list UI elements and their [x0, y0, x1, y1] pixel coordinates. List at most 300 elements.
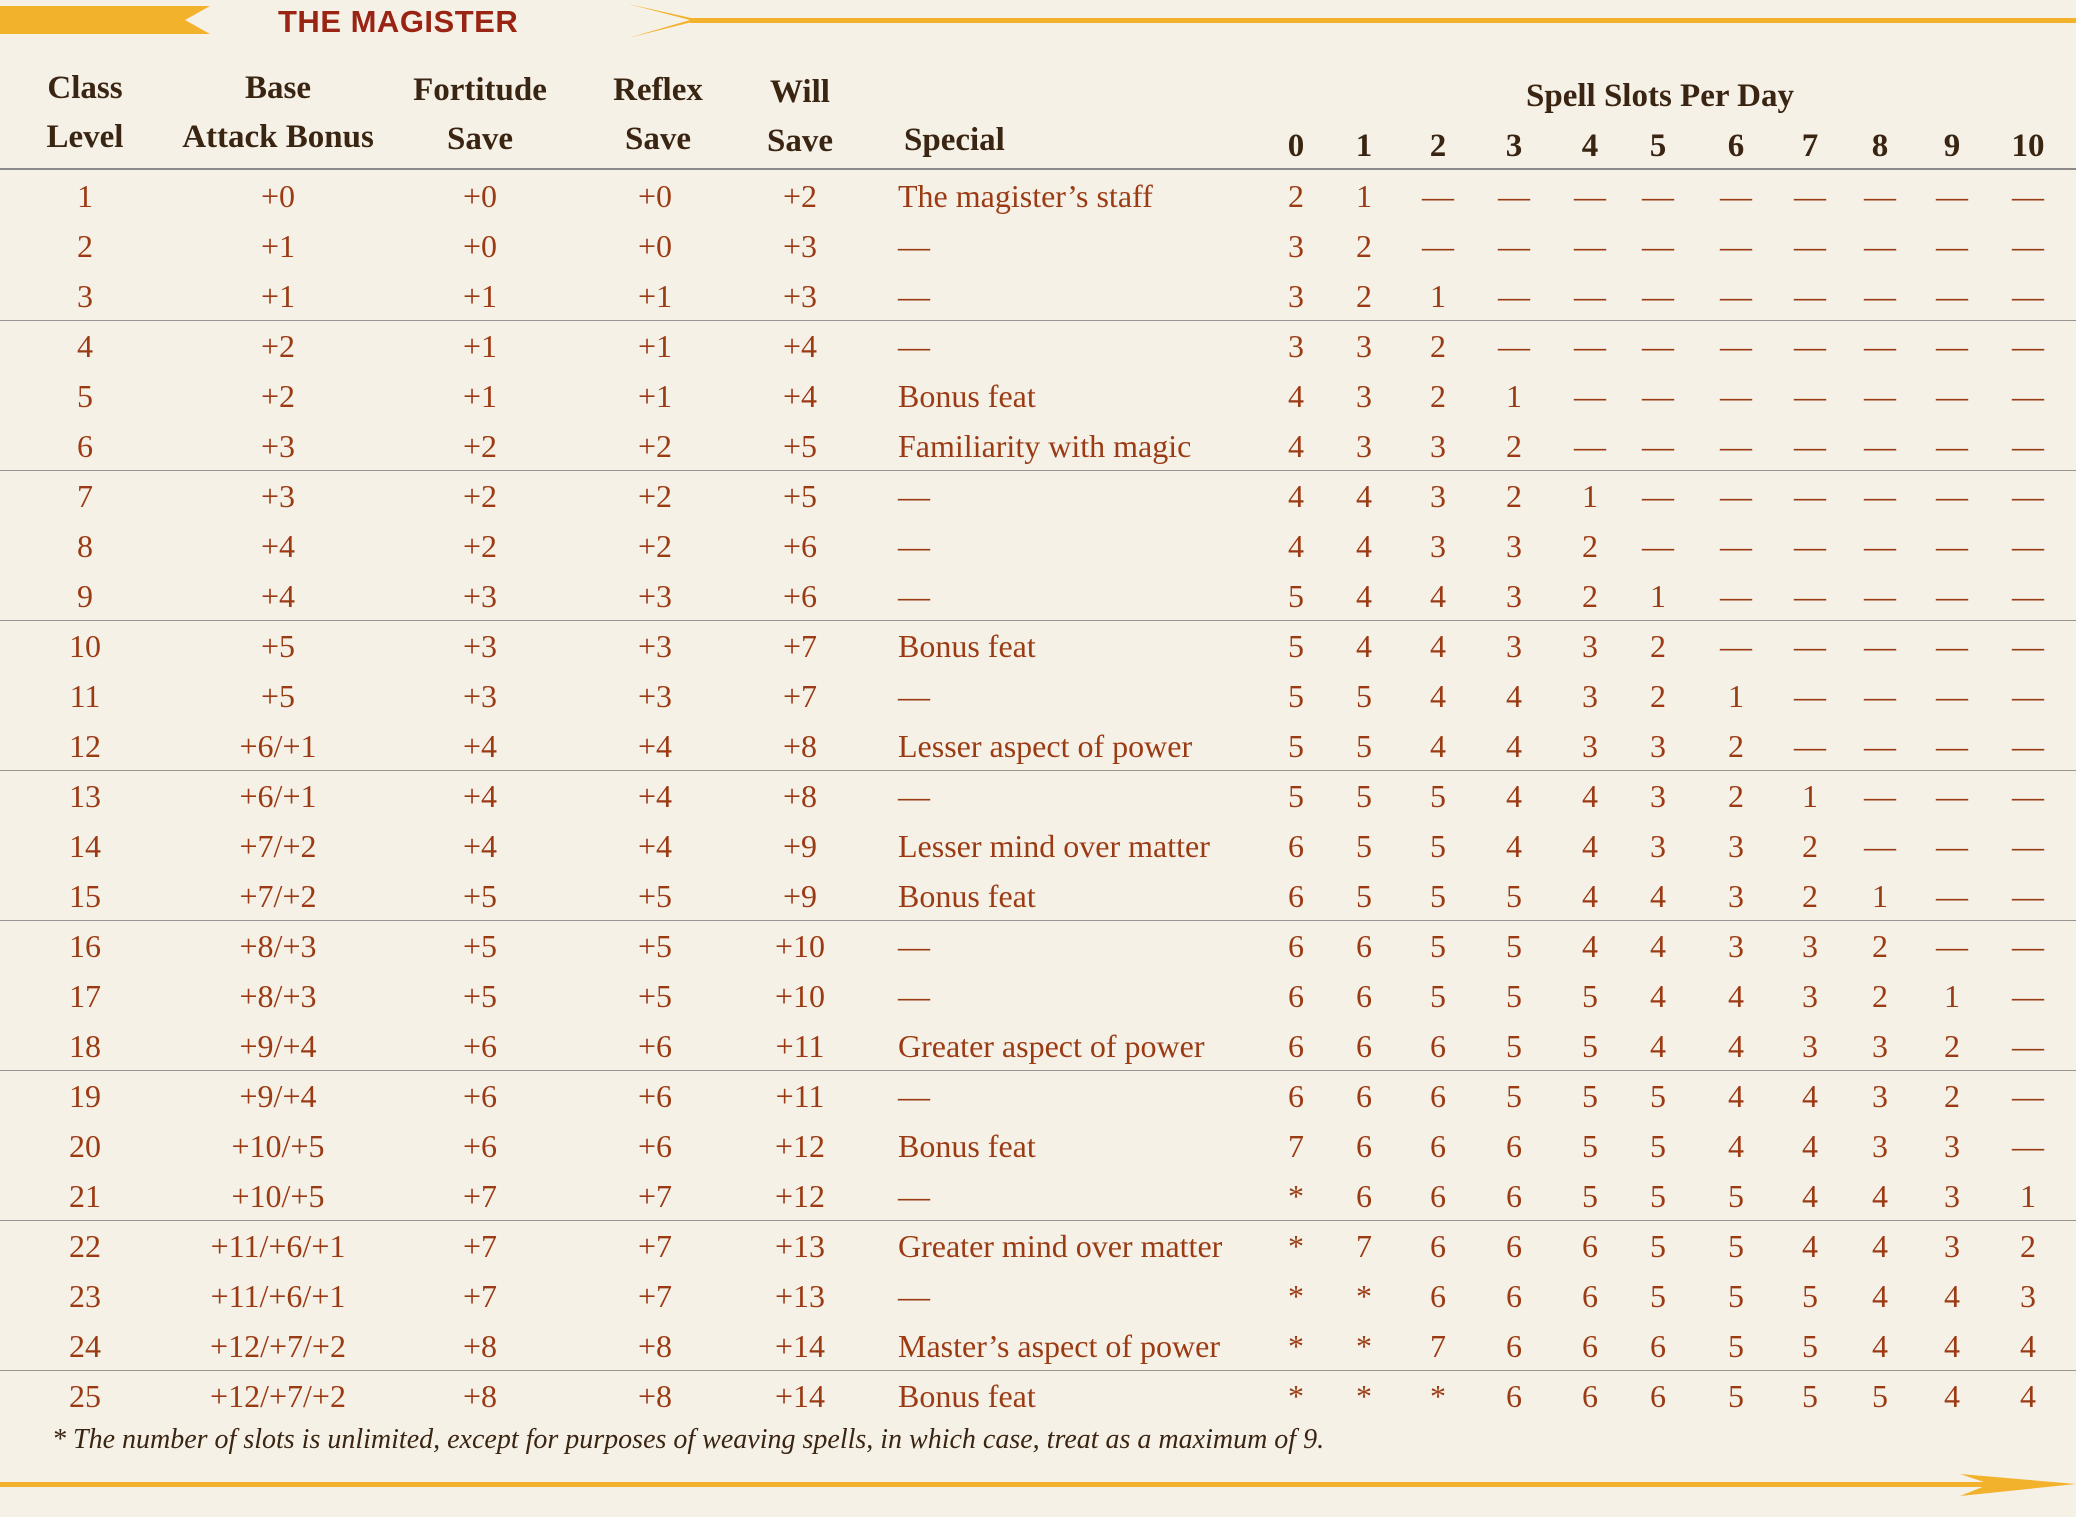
fortitude-cell: +3 [462, 678, 498, 714]
will-cell: +14 [774, 1328, 826, 1364]
fortitude-cell: +5 [462, 978, 498, 1014]
will-cell: +6 [782, 578, 818, 614]
spell-slot-cell: 6 [1582, 1328, 1598, 1364]
reflex-cell: +0 [637, 178, 673, 214]
will-cell: +3 [782, 228, 818, 264]
spell-slot-cell: 3 [1356, 378, 1372, 414]
special-cell: Bonus feat [898, 378, 1036, 414]
will-cell: +4 [782, 378, 818, 414]
class-level-cell: 17 [69, 978, 101, 1014]
spell-slot-cell: 4 [1356, 578, 1372, 614]
spell-slot-cell: 4 [1650, 928, 1666, 964]
spell-slot-cell: — [1574, 428, 1606, 464]
spell-slot-cell: — [2012, 978, 2044, 1014]
spell-slot-cell: 4 [1650, 978, 1666, 1014]
fortitude-cell: +0 [462, 228, 498, 264]
fortitude-cell: +2 [462, 428, 498, 464]
special-cell: — [898, 528, 930, 564]
spell-slot-cell: — [1936, 828, 1968, 864]
table-row [0, 1170, 2076, 1220]
spell-slot-cell: 3 [1944, 1178, 1960, 1214]
reflex-cell: +6 [637, 1078, 673, 1114]
fortitude-cell: +2 [462, 478, 498, 514]
spell-slot-cell: 4 [1506, 828, 1522, 864]
spell-slot-cell: 6 [1356, 1078, 1372, 1114]
spell-slot-cell: 3 [1802, 928, 1818, 964]
spell-slot-cell: 5 [1430, 978, 1446, 1014]
will-cell: +10 [774, 928, 826, 964]
spell-slot-cell: 6 [1430, 1178, 1446, 1214]
spell-slot-cell: 6 [1356, 928, 1372, 964]
spell-slot-cell: — [1936, 178, 1968, 214]
will-cell: +13 [774, 1278, 826, 1314]
special-cell: — [898, 1078, 930, 1114]
header-bab-line1: Base [245, 70, 311, 106]
base-attack-cell: +1 [260, 278, 296, 314]
will-cell: +10 [774, 978, 826, 1014]
class-level-cell: 22 [69, 1228, 101, 1264]
spell-slot-cell: 4 [1802, 1078, 1818, 1114]
class-level-cell: 7 [77, 478, 93, 514]
spell-slot-cell: — [2012, 928, 2044, 964]
spell-slot-cell: — [1864, 778, 1896, 814]
special-cell: — [898, 478, 930, 514]
table-row [0, 670, 2076, 720]
spell-slot-cell: 6 [1288, 978, 1304, 1014]
table-row [0, 1320, 2076, 1370]
spell-slot-cell: 4 [1872, 1178, 1888, 1214]
spell-slot-cell: 4 [1356, 478, 1372, 514]
spell-slot-cell: 2 [1728, 778, 1744, 814]
spell-slot-cell: 6 [1288, 1078, 1304, 1114]
spell-slot-cell: 5 [1728, 1328, 1744, 1364]
fortitude-cell: +7 [462, 1278, 498, 1314]
will-cell: +11 [775, 1028, 825, 1064]
spell-slot-cell: 5 [1728, 1228, 1744, 1264]
spell-slot-cell: — [1574, 378, 1606, 414]
spell-slot-cell: — [2012, 778, 2044, 814]
spell-slot-cell: 5 [1582, 1128, 1598, 1164]
spell-slot-cell: 6 [1356, 1028, 1372, 1064]
reflex-cell: +4 [637, 828, 673, 864]
spell-slot-cell: — [1936, 778, 1968, 814]
spell-slot-cell: 5 [1288, 778, 1304, 814]
spell-slot-cell: 4 [1430, 628, 1446, 664]
special-cell: — [898, 1178, 930, 1214]
special-cell: Greater aspect of power [898, 1028, 1205, 1064]
spell-slot-cell: 4 [1582, 828, 1598, 864]
header-bab-line2: Attack Bonus [182, 119, 374, 155]
spell-slot-cell: 4 [1728, 1128, 1744, 1164]
table-row [0, 1070, 2076, 1120]
table-row [0, 820, 2076, 870]
bottom-banner [0, 1472, 2076, 1502]
spell-slot-cell: 2 [1506, 478, 1522, 514]
spell-slot-cell: — [1720, 178, 1752, 214]
fortitude-cell: +3 [462, 628, 498, 664]
spell-slot-cell: 6 [1430, 1028, 1446, 1064]
class-level-cell: 8 [77, 528, 93, 564]
spell-slot-cell: 5 [1288, 578, 1304, 614]
spell-slot-cell: 4 [1288, 378, 1304, 414]
spell-slot-cell: — [1720, 528, 1752, 564]
header-class-level [30, 64, 140, 162]
class-level-cell: 14 [69, 828, 101, 864]
spell-slot-cell: — [1794, 628, 1826, 664]
base-attack-cell: +12/+7/+2 [210, 1378, 346, 1414]
spell-slot-cell: 2 [1506, 428, 1522, 464]
slot-level-header: 9 [1943, 128, 1961, 164]
will-cell: +7 [782, 678, 818, 714]
special-cell: Bonus feat [898, 878, 1036, 914]
spell-slot-cell: 2 [1944, 1028, 1960, 1064]
spell-slot-cell: 3 [1288, 278, 1304, 314]
header-base-attack [148, 64, 408, 162]
will-cell: +14 [774, 1378, 826, 1414]
spell-slot-cell: — [1936, 278, 1968, 314]
class-level-cell: 3 [77, 278, 93, 314]
spell-slot-cell: 3 [1506, 628, 1522, 664]
table-row [0, 870, 2076, 920]
spell-slot-cell: — [1574, 328, 1606, 364]
spell-slot-cell: 4 [1582, 928, 1598, 964]
fortitude-cell: +2 [462, 528, 498, 564]
spell-slot-cell: 5 [1506, 878, 1522, 914]
spell-slot-cell: 2 [1288, 178, 1304, 214]
spell-slot-cell: 5 [1582, 1078, 1598, 1114]
spell-slot-cell: 6 [1288, 928, 1304, 964]
spell-slot-cell: 6 [1356, 978, 1372, 1014]
spell-slot-cell: 5 [1802, 1328, 1818, 1364]
spell-slot-cell: — [1642, 478, 1674, 514]
spell-slot-cell: 6 [1356, 1128, 1372, 1164]
spell-slot-cell: 3 [1944, 1228, 1960, 1264]
spell-slot-cell: 3 [1872, 1078, 1888, 1114]
table-row [0, 1220, 2076, 1270]
slot-level-header: 2 [1429, 128, 1447, 164]
header-reflex-line1: Reflex [613, 72, 703, 108]
spell-slot-cell: — [1642, 278, 1674, 314]
spell-slot-cell: 5 [1650, 1128, 1666, 1164]
spell-slot-cell: 5 [1650, 1178, 1666, 1214]
base-attack-cell: +6/+1 [239, 778, 317, 814]
fortitude-cell: +1 [462, 328, 498, 364]
spell-slot-cell: — [1794, 528, 1826, 564]
title-banner [0, 0, 2076, 44]
table-row [0, 520, 2076, 570]
will-cell: +8 [782, 728, 818, 764]
table-row [0, 470, 2076, 520]
special-cell: — [898, 1278, 930, 1314]
fortitude-cell: +7 [462, 1228, 498, 1264]
header-class-line2: Level [46, 119, 124, 155]
spell-slot-cell: 4 [2020, 1378, 2036, 1414]
spell-slot-cell: 2 [1582, 578, 1598, 614]
spell-slot-cell: 6 [1506, 1378, 1522, 1414]
footnote: * The number of slots is unlimited, except for purposes of weaving spells, in which case, treat as a maximum of 9. [52, 1424, 1325, 1455]
spell-slot-cell: 6 [1430, 1228, 1446, 1264]
fortitude-cell: +3 [462, 578, 498, 614]
spell-slot-cell: 6 [1506, 1128, 1522, 1164]
special-cell: Bonus feat [898, 1378, 1036, 1414]
spell-slot-cell: 1 [1356, 178, 1372, 214]
fortitude-cell: +5 [462, 928, 498, 964]
fortitude-cell: +6 [462, 1078, 498, 1114]
slot-level-header: 6 [1727, 128, 1745, 164]
fortitude-cell: +4 [462, 778, 498, 814]
reflex-cell: +3 [637, 678, 673, 714]
spell-slot-cell: — [1936, 878, 1968, 914]
spell-slot-cell: 2 [1582, 528, 1598, 564]
spell-slot-cell: — [1936, 928, 1968, 964]
reflex-cell: +1 [637, 328, 673, 364]
base-attack-cell: +10/+5 [231, 1178, 325, 1214]
spell-slot-cell: — [2012, 328, 2044, 364]
spell-slot-cell: 3 [1582, 628, 1598, 664]
base-attack-cell: +3 [260, 428, 296, 464]
spell-slot-cell: — [1574, 278, 1606, 314]
header-fortitude [400, 66, 560, 164]
special-cell: Bonus feat [898, 1128, 1036, 1164]
base-attack-cell: +8/+3 [239, 928, 317, 964]
fortitude-cell: +8 [462, 1328, 498, 1364]
header-will-line2: Save [767, 123, 833, 159]
table-row [0, 270, 2076, 320]
base-attack-cell: +3 [260, 478, 296, 514]
spell-slot-cell: — [1794, 728, 1826, 764]
table-row [0, 720, 2076, 770]
header-will-line1: Will [770, 74, 830, 110]
spell-slot-cell: — [1794, 428, 1826, 464]
spell-slot-cell: 3 [1728, 928, 1744, 964]
spell-slot-cell: 4 [1728, 1078, 1744, 1114]
spell-slot-cell: 5 [1430, 878, 1446, 914]
table-row [0, 1120, 2076, 1170]
spell-slot-cell: — [1864, 228, 1896, 264]
spell-slot-cell: 3 [1356, 328, 1372, 364]
reflex-cell: +5 [637, 978, 673, 1014]
spell-slot-cell: 4 [1506, 728, 1522, 764]
will-cell: +7 [782, 628, 818, 664]
spell-slot-cell: — [2012, 428, 2044, 464]
fortitude-cell: +7 [462, 1178, 498, 1214]
spell-slot-cell: — [1498, 228, 1530, 264]
spell-slot-cell: 6 [1650, 1378, 1666, 1414]
special-cell: — [898, 928, 930, 964]
spell-slot-cell: 6 [1288, 1028, 1304, 1064]
fortitude-cell: +1 [462, 278, 498, 314]
base-attack-cell: +9/+4 [239, 1028, 317, 1064]
reflex-cell: +3 [637, 578, 673, 614]
spell-slot-cell: 2 [1872, 978, 1888, 1014]
spell-slot-cell: 3 [1650, 778, 1666, 814]
will-cell: +6 [782, 528, 818, 564]
spell-slot-cell: — [1720, 478, 1752, 514]
spell-slot-cell: 5 [1288, 728, 1304, 764]
base-attack-cell: +5 [260, 628, 296, 664]
spell-slot-cell: 4 [1802, 1178, 1818, 1214]
spell-slot-cell: 4 [2020, 1328, 2036, 1364]
spell-slot-cell: — [2012, 278, 2044, 314]
class-level-cell: 4 [77, 328, 93, 364]
class-level-cell: 6 [77, 428, 93, 464]
spell-slot-cell: 6 [1430, 1278, 1446, 1314]
reflex-cell: +6 [637, 1128, 673, 1164]
reflex-cell: +4 [637, 778, 673, 814]
spell-slot-cell: 1 [1582, 478, 1598, 514]
spell-slot-cell: — [1720, 228, 1752, 264]
table-row [0, 920, 2076, 970]
spell-slot-cell: 4 [1356, 628, 1372, 664]
will-cell: +5 [782, 428, 818, 464]
spell-slot-cell: — [1864, 178, 1896, 214]
table-row [0, 1270, 2076, 1320]
spell-slot-cell: 7 [1288, 1128, 1304, 1164]
class-level-cell: 20 [69, 1128, 101, 1164]
spell-slot-cell: — [2012, 1028, 2044, 1064]
spell-slot-cell: 2 [1944, 1078, 1960, 1114]
fortitude-cell: +6 [462, 1128, 498, 1164]
spell-slot-cell: — [1498, 328, 1530, 364]
spell-slot-cell: 2 [1802, 878, 1818, 914]
spell-slot-cell: 2 [2020, 1228, 2036, 1264]
spell-slot-cell: 4 [1944, 1278, 1960, 1314]
reflex-cell: +1 [637, 378, 673, 414]
spell-slot-cell: 2 [1356, 278, 1372, 314]
spell-slot-cell: 5 [1506, 1028, 1522, 1064]
spell-slot-cell: 4 [1430, 728, 1446, 764]
base-attack-cell: +6/+1 [239, 728, 317, 764]
spell-slot-cell: — [1936, 328, 1968, 364]
reflex-cell: +2 [637, 428, 673, 464]
spell-slot-cell: 6 [1288, 828, 1304, 864]
table-row [0, 420, 2076, 470]
spell-slot-cell: — [1720, 578, 1752, 614]
spell-slot-cell: 3 [1650, 828, 1666, 864]
reflex-cell: +2 [637, 478, 673, 514]
spell-slot-cell: 1 [1506, 378, 1522, 414]
class-level-cell: 21 [69, 1178, 101, 1214]
spell-slot-cell: 4 [1506, 778, 1522, 814]
reflex-cell: +0 [637, 228, 673, 264]
spell-slot-cell: 5 [1356, 828, 1372, 864]
spell-slot-cell: 2 [1872, 928, 1888, 964]
spell-slot-cell: — [1642, 528, 1674, 564]
spell-slot-cell: 3 [1288, 328, 1304, 364]
spell-slot-cell: 4 [1802, 1228, 1818, 1264]
will-cell: +9 [782, 828, 818, 864]
fortitude-cell: +0 [462, 178, 498, 214]
spell-slot-cell: — [1794, 378, 1826, 414]
spell-slot-cell: — [1794, 578, 1826, 614]
reflex-cell: +8 [637, 1378, 673, 1414]
spell-slot-cell: * [1288, 1328, 1304, 1364]
spell-slot-cell: 4 [1288, 478, 1304, 514]
spell-slot-cell: — [1642, 228, 1674, 264]
spell-slot-cell: — [1936, 678, 1968, 714]
special-cell: — [898, 778, 930, 814]
spell-slot-cell: — [1936, 628, 1968, 664]
spell-slot-cell: 3 [1802, 1028, 1818, 1064]
special-cell: — [898, 328, 930, 364]
slot-level-header: 7 [1801, 128, 1819, 164]
spell-slot-cell: — [1794, 178, 1826, 214]
fortitude-cell: +8 [462, 1378, 498, 1414]
spell-slot-cell: — [1720, 328, 1752, 364]
will-cell: +4 [782, 328, 818, 364]
spell-slot-cell: 6 [1506, 1328, 1522, 1364]
spell-slot-cell: 2 [1650, 678, 1666, 714]
class-level-cell: 23 [69, 1278, 101, 1314]
class-level-cell: 2 [77, 228, 93, 264]
base-attack-cell: +2 [260, 378, 296, 414]
spell-slot-cell: 4 [1430, 678, 1446, 714]
spell-slot-cell: 4 [1802, 1128, 1818, 1164]
spell-slot-cell: 4 [1356, 528, 1372, 564]
spell-slot-cell: 6 [1582, 1228, 1598, 1264]
spell-slot-cell: 5 [1802, 1378, 1818, 1414]
spell-slot-cell: — [1864, 578, 1896, 614]
class-level-cell: 1 [77, 178, 93, 214]
header-reflex-line2: Save [625, 121, 691, 157]
spell-slot-cell: 5 [1430, 828, 1446, 864]
reflex-cell: +7 [637, 1278, 673, 1314]
spell-slot-cell: — [2012, 228, 2044, 264]
slot-level-header: 1 [1355, 128, 1373, 164]
fortitude-cell: +4 [462, 728, 498, 764]
spell-slot-cell: 4 [1650, 1028, 1666, 1064]
header-class-line1: Class [47, 70, 123, 106]
reflex-cell: +4 [637, 728, 673, 764]
reflex-cell: +3 [637, 628, 673, 664]
spell-slot-cell: 4 [1582, 878, 1598, 914]
slot-level-header: 3 [1505, 128, 1523, 164]
spell-slot-cell: 1 [1430, 278, 1446, 314]
base-attack-cell: +1 [260, 228, 296, 264]
spell-slot-cell: 3 [2020, 1278, 2036, 1314]
base-attack-cell: +7/+2 [239, 828, 317, 864]
spell-slot-cell: 3 [1356, 428, 1372, 464]
spell-slot-cell: 5 [1582, 1028, 1598, 1064]
reflex-cell: +6 [637, 1028, 673, 1064]
base-attack-cell: +8/+3 [239, 978, 317, 1014]
class-level-cell: 12 [69, 728, 101, 764]
spell-slot-cell: 5 [1288, 628, 1304, 664]
special-cell: Familiarity with magic [898, 428, 1192, 464]
spell-slot-cell: 4 [1582, 778, 1598, 814]
base-attack-cell: +9/+4 [239, 1078, 317, 1114]
spell-slot-cell: — [1864, 828, 1896, 864]
slot-level-header: 5 [1649, 128, 1667, 164]
spell-slot-cell: 2 [1430, 328, 1446, 364]
spell-slot-cell: 5 [1582, 978, 1598, 1014]
header-will [720, 68, 880, 166]
spell-slot-cell: — [1794, 228, 1826, 264]
spell-slot-cell: 5 [1356, 728, 1372, 764]
spell-slot-cell: 2 [1728, 728, 1744, 764]
spell-slot-cell: 4 [1728, 978, 1744, 1014]
spell-slot-cell: * [1356, 1328, 1372, 1364]
spell-slot-cell: * [1356, 1378, 1372, 1414]
spell-slot-cell: — [1864, 478, 1896, 514]
header-fort-line1: Fortitude [413, 72, 547, 108]
spell-slot-cell: — [1936, 528, 1968, 564]
slot-level-header: 8 [1871, 128, 1889, 164]
spell-slot-cell: 4 [1650, 878, 1666, 914]
reflex-cell: +5 [637, 878, 673, 914]
spell-slot-cell: 3 [1430, 428, 1446, 464]
spell-slot-cell: 5 [1728, 1278, 1744, 1314]
